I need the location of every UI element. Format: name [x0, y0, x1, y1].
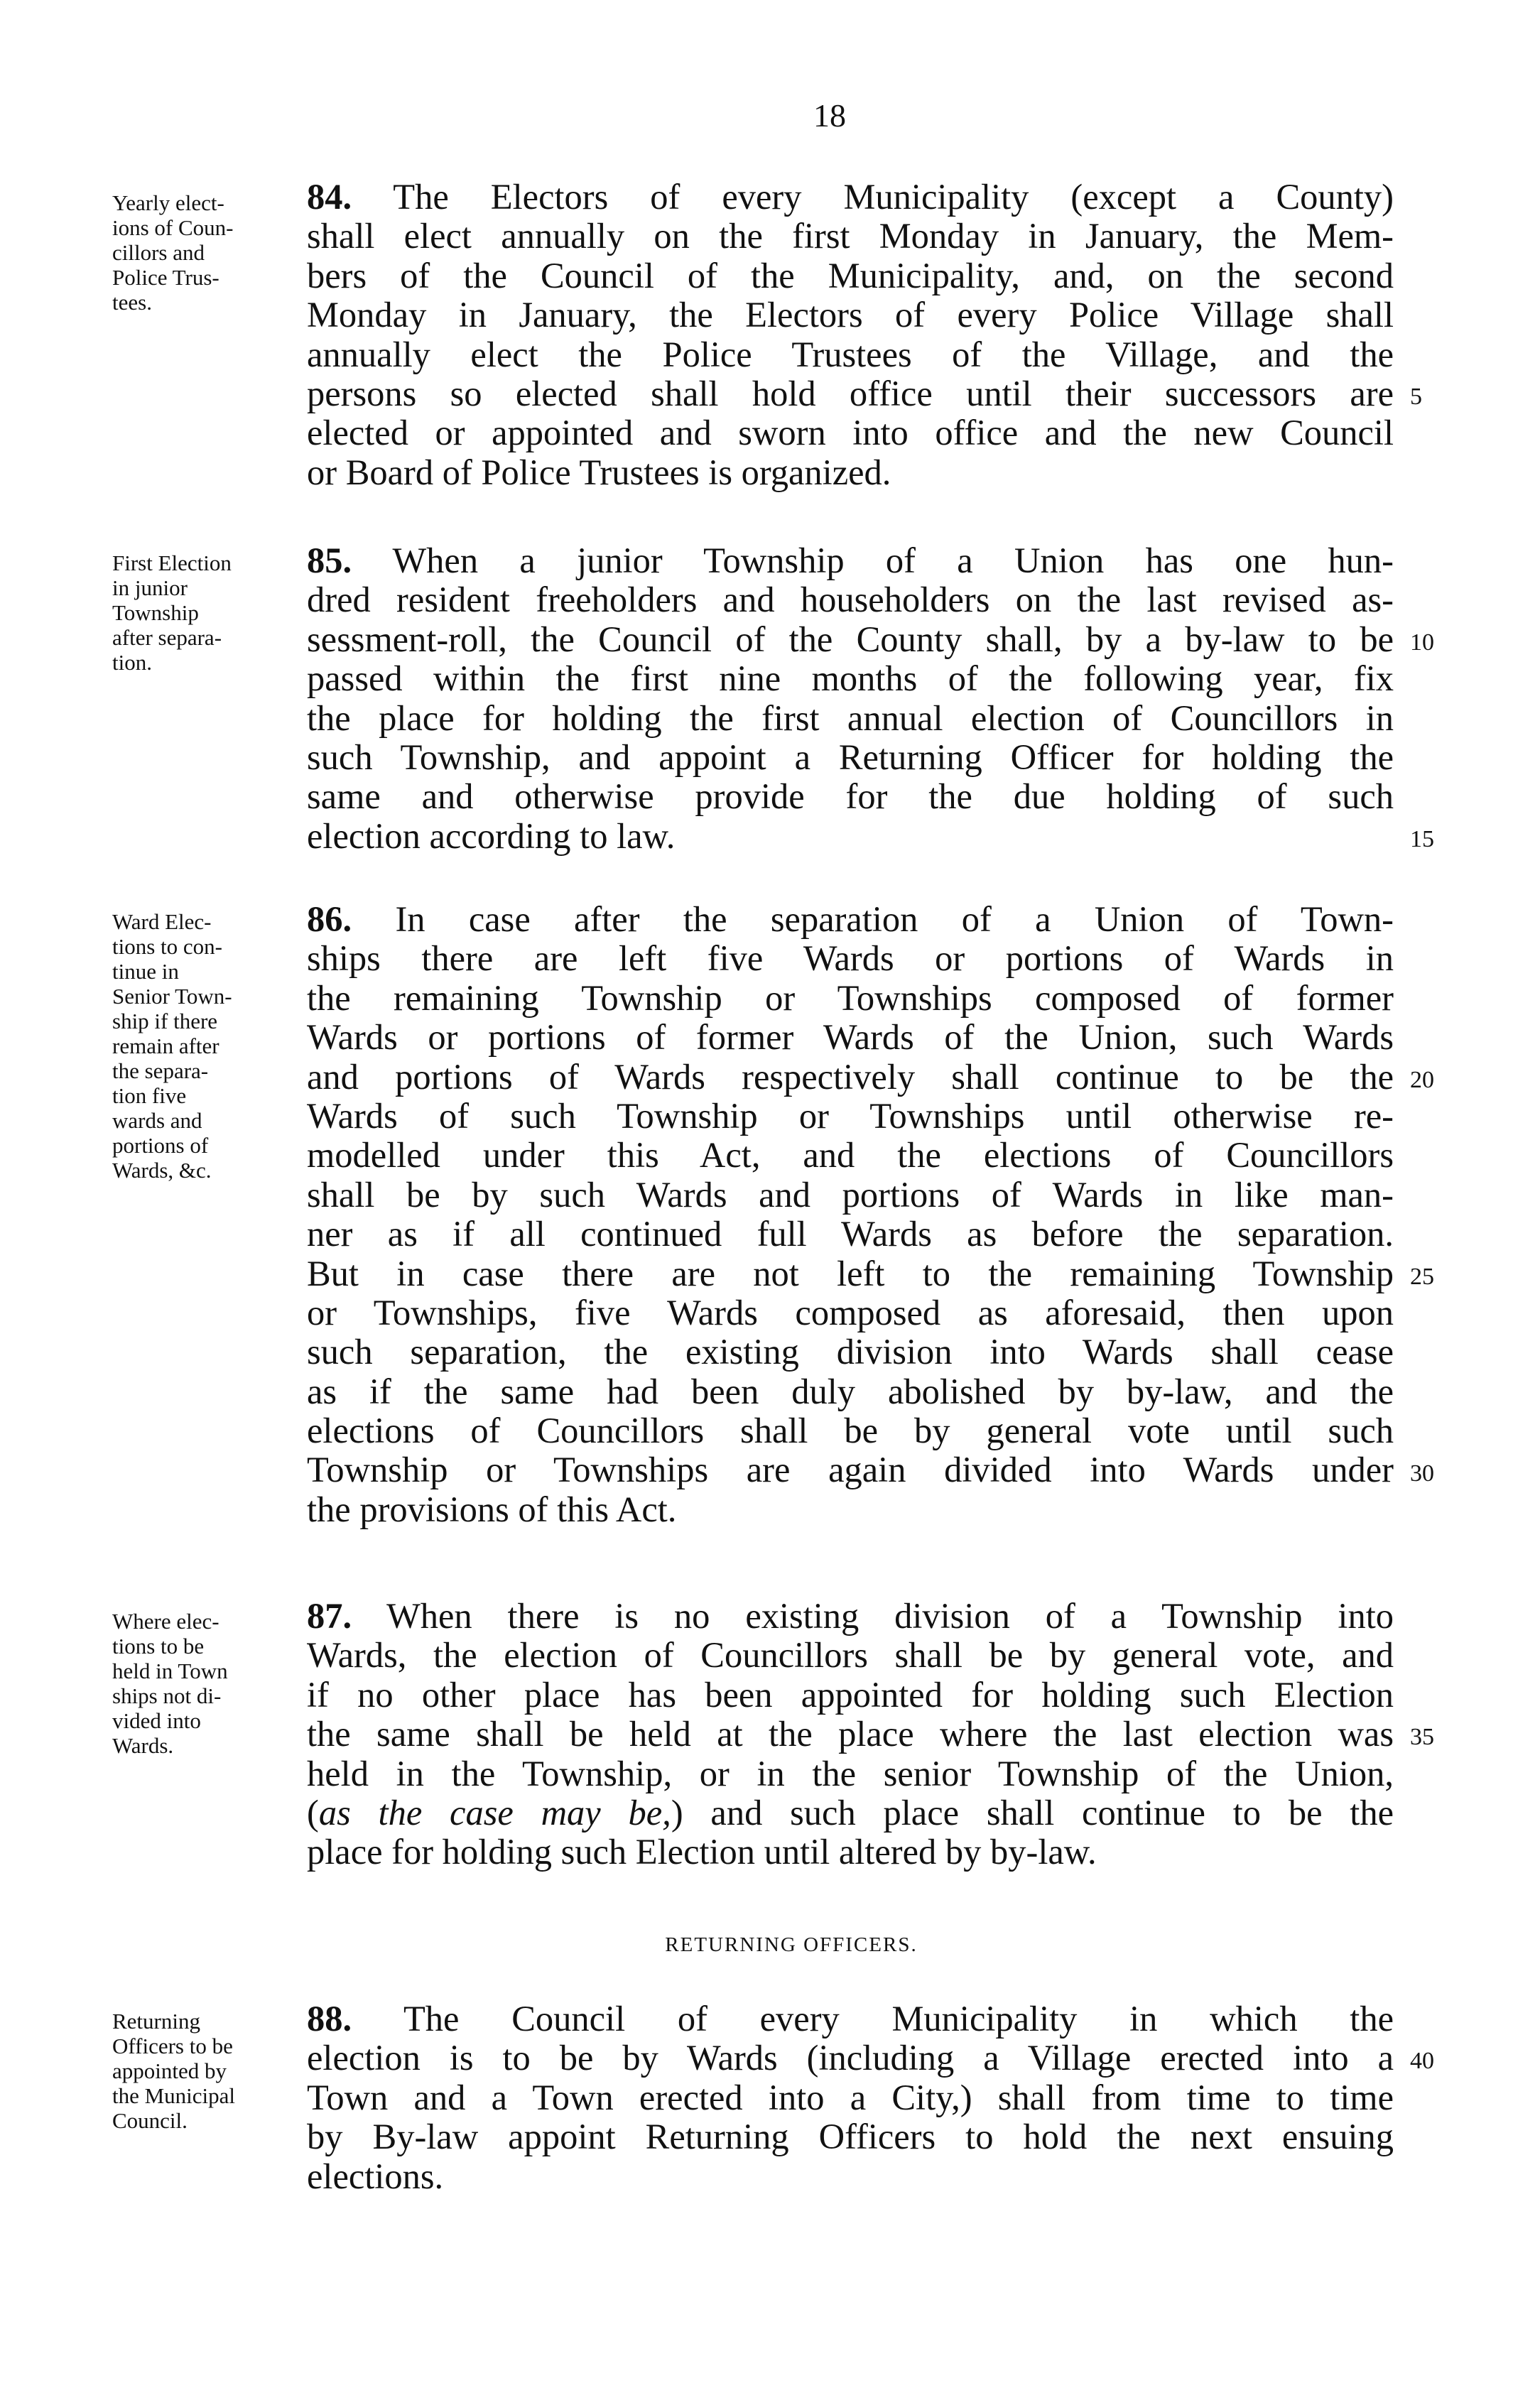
margin-note-line: the Municipal — [112, 2083, 236, 2108]
section-heading-returning-officers: RETURNING OFFICERS. — [665, 1933, 918, 1956]
margin-note-line: ions of Coun- — [112, 215, 234, 240]
section-text-85 — [307, 541, 1394, 856]
margin-note-86 — [112, 909, 303, 1183]
text-line: such separation, the existing division into Wards shall cease — [307, 1332, 1394, 1372]
text-line: or Townships, five Wards composed as aforesaid, then upon — [307, 1292, 1394, 1332]
margin-line-number: 20 — [1410, 1066, 1434, 1093]
section-number: 88. — [307, 1999, 352, 2039]
text-line — [307, 1597, 1394, 1636]
margin-note-88 — [112, 2009, 303, 2133]
margin-note-line: First Election — [112, 550, 232, 575]
text-line: if no other place has been appointed for holding such Election — [307, 1674, 1394, 1715]
margin-note-line: Yearly elect- — [112, 190, 224, 215]
section-text-84 — [307, 178, 1394, 492]
text-line: the remaining Township or Townships composed of former — [307, 977, 1394, 1018]
text-line: ships there are left five Wards or portions of Wards in — [307, 938, 1394, 979]
margin-note-line: cillors and — [112, 240, 205, 265]
text-line: passed within the first nine months of the following year, fix — [307, 658, 1394, 699]
margin-note-line: portions of — [112, 1133, 209, 1158]
page-number: 18 — [813, 97, 846, 134]
margin-note-line: wards and — [112, 1108, 202, 1133]
text-line: the same shall be held at the place where the last election was — [307, 1714, 1394, 1754]
margin-line-number: 10 — [1410, 629, 1434, 656]
margin-note-line: after separa- — [112, 625, 222, 650]
text-line: the place for holding the first annual election of Councillors in — [307, 697, 1394, 738]
text-line: place for holding such Election until altered by by-law. — [307, 1832, 1097, 1872]
margin-note-line: tions to con- — [112, 934, 222, 959]
margin-note-line: Returning — [112, 2009, 200, 2034]
text-line — [307, 900, 1394, 939]
text-line: Wards, the election of Councillors shall be by general vote, and — [307, 1635, 1394, 1676]
margin-line-number: 35 — [1410, 1724, 1434, 1751]
margin-note-line: tion. — [112, 650, 152, 675]
margin-line-number: 30 — [1410, 1460, 1434, 1487]
text-line: election is to be by Wards (including a Village erected into a — [307, 2038, 1394, 2078]
text-line: annually elect the Police Trustees of the Village, and the — [307, 334, 1394, 374]
margin-note-line: tion five — [112, 1083, 187, 1108]
margin-note-line: Where elec- — [112, 1609, 219, 1634]
italic-phrase: as the case may be, — [318, 1792, 671, 1833]
text-line: and portions of Wards respectively shall continue to be the — [307, 1056, 1394, 1097]
section-text-86 — [307, 900, 1394, 1529]
text-line: or Board of Police Trustees is organized. — [307, 452, 891, 492]
margin-note-line: Wards, &c. — [112, 1158, 212, 1183]
text-line: shall be by such Wards and portions of Wards in like man- — [307, 1174, 1394, 1215]
section-text-88 — [307, 1999, 1394, 2196]
margin-note-85 — [112, 550, 303, 675]
text-line: elected or appointed and sworn into office and the new Council — [307, 413, 1394, 453]
text-line-content: The Electors of every Municipality (except a County) — [352, 177, 1394, 217]
margin-line-number: 5 — [1410, 384, 1422, 410]
text-line-content: ( — [307, 1792, 319, 1833]
margin-line-number: 15 — [1410, 825, 1434, 852]
margin-note-line: vided into — [112, 1708, 201, 1733]
margin-note-84 — [112, 190, 303, 315]
text-line: Monday in January, the Electors of every Police Village shall — [307, 295, 1394, 335]
text-line: dred resident freeholders and householders on the last revised as- — [307, 580, 1394, 620]
text-line: modelled under this Act, and the elections of Councillors — [307, 1135, 1394, 1176]
text-line-content: The Council of every Municipality in which the — [352, 1999, 1394, 2039]
text-line-content: When there is no existing division of a Township into — [352, 1596, 1394, 1636]
text-line: bers of the Council of the Municipality, and, on the second — [307, 255, 1394, 295]
section-number: 84. — [307, 177, 352, 217]
margin-note-line: remain after — [112, 1033, 219, 1058]
margin-note-line: tinue in — [112, 959, 179, 984]
margin-note-line: the separa- — [112, 1058, 209, 1083]
margin-note-line: ships not di- — [112, 1683, 222, 1708]
section-text-87 — [307, 1597, 1394, 1872]
text-line: elections. — [307, 2156, 444, 2196]
margin-note-line: Senior Town- — [112, 984, 232, 1009]
text-line: such Township, and appoint a Returning Officer for holding the — [307, 737, 1394, 777]
margin-note-87 — [112, 1609, 303, 1758]
margin-line-number: 40 — [1410, 2048, 1434, 2075]
text-line — [307, 541, 1394, 580]
section-number: 86. — [307, 899, 352, 939]
margin-note-line: Township — [112, 600, 199, 625]
text-line: held in the Township, or in the senior Township of the Union, — [307, 1753, 1394, 1793]
text-line-content: In case after the separation of a Union of Town- — [352, 899, 1394, 939]
text-line: But in case there are not left to the remaining Township — [307, 1253, 1394, 1293]
text-line: election according to law. — [307, 815, 676, 856]
margin-note-line: tions to be — [112, 1634, 205, 1659]
margin-line-number: 25 — [1410, 1263, 1434, 1290]
text-line — [307, 178, 1394, 217]
margin-note-line: ship if there — [112, 1009, 218, 1033]
margin-note-line: Officers to be — [112, 2034, 233, 2058]
margin-note-line: Wards. — [112, 1733, 174, 1758]
text-line: Wards or portions of former Wards of the Union, such Wards — [307, 1017, 1394, 1058]
section-number: 87. — [307, 1596, 352, 1636]
text-line: same and otherwise provide for the due holding of such — [307, 776, 1394, 817]
text-line — [307, 1793, 1394, 1833]
text-line: by By-law appoint Returning Officers to hold the next ensuing — [307, 2117, 1394, 2157]
text-line: as if the same had been duly abolished by by-law, and the — [307, 1371, 1394, 1411]
margin-note-line: Council. — [112, 2108, 188, 2133]
margin-note-line: in junior — [112, 575, 188, 600]
section-number: 85. — [307, 541, 352, 580]
text-line: Town and a Town erected into a City,) shall from time to time — [307, 2077, 1394, 2117]
text-line: the provisions of this Act. — [307, 1489, 677, 1529]
text-line — [307, 1999, 1394, 2039]
text-line: persons so elected shall hold office until their successors are — [307, 373, 1394, 413]
text-line: Township or Townships are again divided into Wards under — [307, 1450, 1394, 1490]
text-line: Wards of such Township or Townships until otherwise re- — [307, 1095, 1394, 1136]
margin-note-line: Ward Elec- — [112, 909, 212, 934]
text-line: sessment-roll, the Council of the County shall, by a by-law to be — [307, 619, 1394, 659]
text-line-content: When a junior Township of a Union has one hun- — [352, 541, 1394, 580]
margin-note-line: appointed by — [112, 2058, 227, 2083]
text-line: shall elect annually on the first Monday in January, the Mem- — [307, 216, 1394, 256]
text-line: ner as if all continued full Wards as before the separation. — [307, 1214, 1394, 1254]
margin-note-line: tees. — [112, 290, 152, 315]
margin-note-line: held in Town — [112, 1659, 228, 1683]
margin-note-line: Police Trus- — [112, 265, 219, 290]
text-line: elections of Councillors shall be by general vote until such — [307, 1411, 1394, 1451]
text-line-content: ) and such place shall continue to be the — [671, 1792, 1394, 1833]
